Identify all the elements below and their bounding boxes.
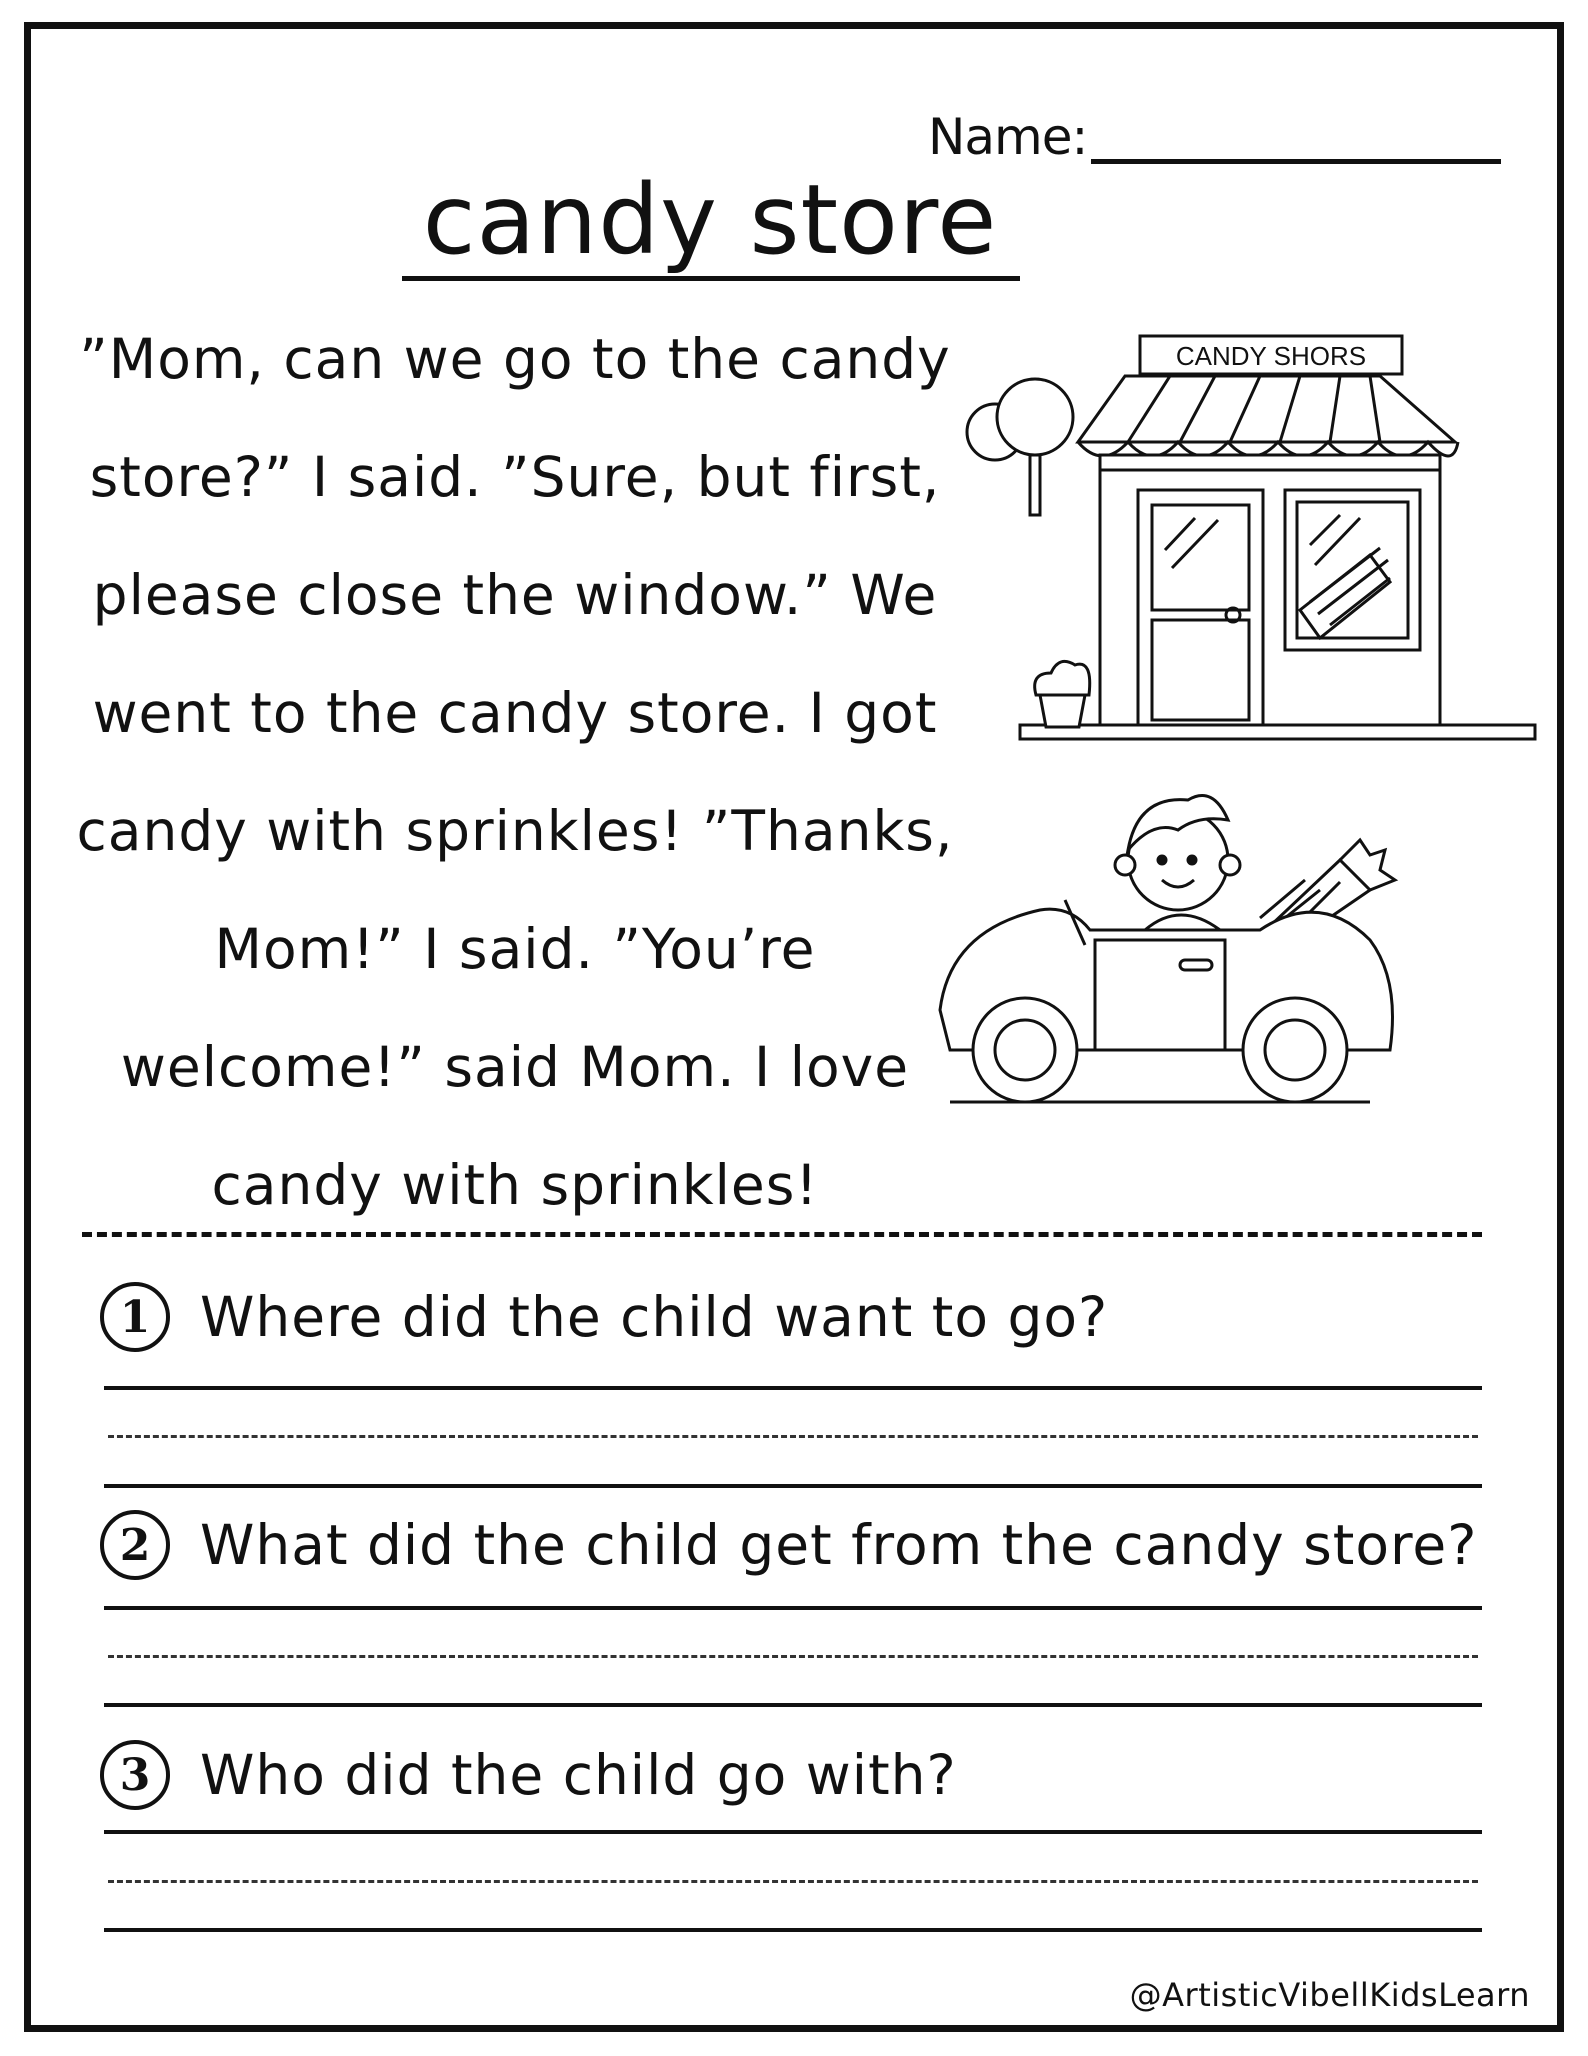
question-2	[100, 1510, 1477, 1580]
name-label: Name:	[928, 108, 1088, 166]
question-number: 2	[100, 1510, 170, 1580]
answer-line-3-mid[interactable]	[108, 1880, 1478, 1883]
boy-in-car-illustration-icon	[930, 780, 1410, 1124]
story-line: candy with sprinkles!	[211, 1153, 819, 1217]
answer-line-3-bottom[interactable]	[104, 1928, 1482, 1932]
question-3	[100, 1740, 957, 1810]
question-1	[100, 1282, 1108, 1352]
name-field[interactable]	[1091, 159, 1501, 164]
question-number: 1	[100, 1282, 170, 1352]
story-line: Mom!” I said. ”You’re	[214, 917, 816, 981]
page-title: candy store	[422, 164, 998, 276]
title-underline	[402, 276, 1020, 281]
candy-store-illustration-icon	[900, 320, 1540, 754]
section-divider	[82, 1232, 1482, 1237]
story-line: welcome!” said Mom. I love	[120, 1035, 910, 1099]
question-text: What did the child get from the candy store?	[200, 1513, 1478, 1577]
story-line: candy with sprinkles! ”Thanks,	[76, 799, 954, 863]
story-line: ”Mom, can we go to the candy	[79, 327, 951, 391]
shop-sign-text: CANDY SHORS	[1175, 341, 1367, 371]
story-line: store?” I said. ”Sure, but first,	[89, 445, 941, 509]
story-text	[40, 300, 990, 1244]
answer-line-1-bottom[interactable]	[104, 1484, 1482, 1488]
question-number: 3	[100, 1740, 170, 1810]
answer-line-1-mid[interactable]	[108, 1435, 1478, 1438]
answer-line-1-top[interactable]	[104, 1386, 1482, 1390]
credit-text: @ArtisticVibellKidsLearn	[1129, 1976, 1530, 2014]
answer-line-2-top[interactable]	[104, 1606, 1482, 1610]
answer-line-2-bottom[interactable]	[104, 1703, 1482, 1707]
story-line: please close the window.” We	[92, 563, 938, 627]
name-row	[928, 108, 1501, 166]
answer-line-2-mid[interactable]	[108, 1655, 1478, 1658]
question-text: Who did the child go with?	[200, 1743, 957, 1807]
question-text: Where did the child want to go?	[200, 1285, 1109, 1349]
story-line: went to the candy store. I got	[92, 681, 938, 745]
answer-line-3-top[interactable]	[104, 1830, 1482, 1834]
